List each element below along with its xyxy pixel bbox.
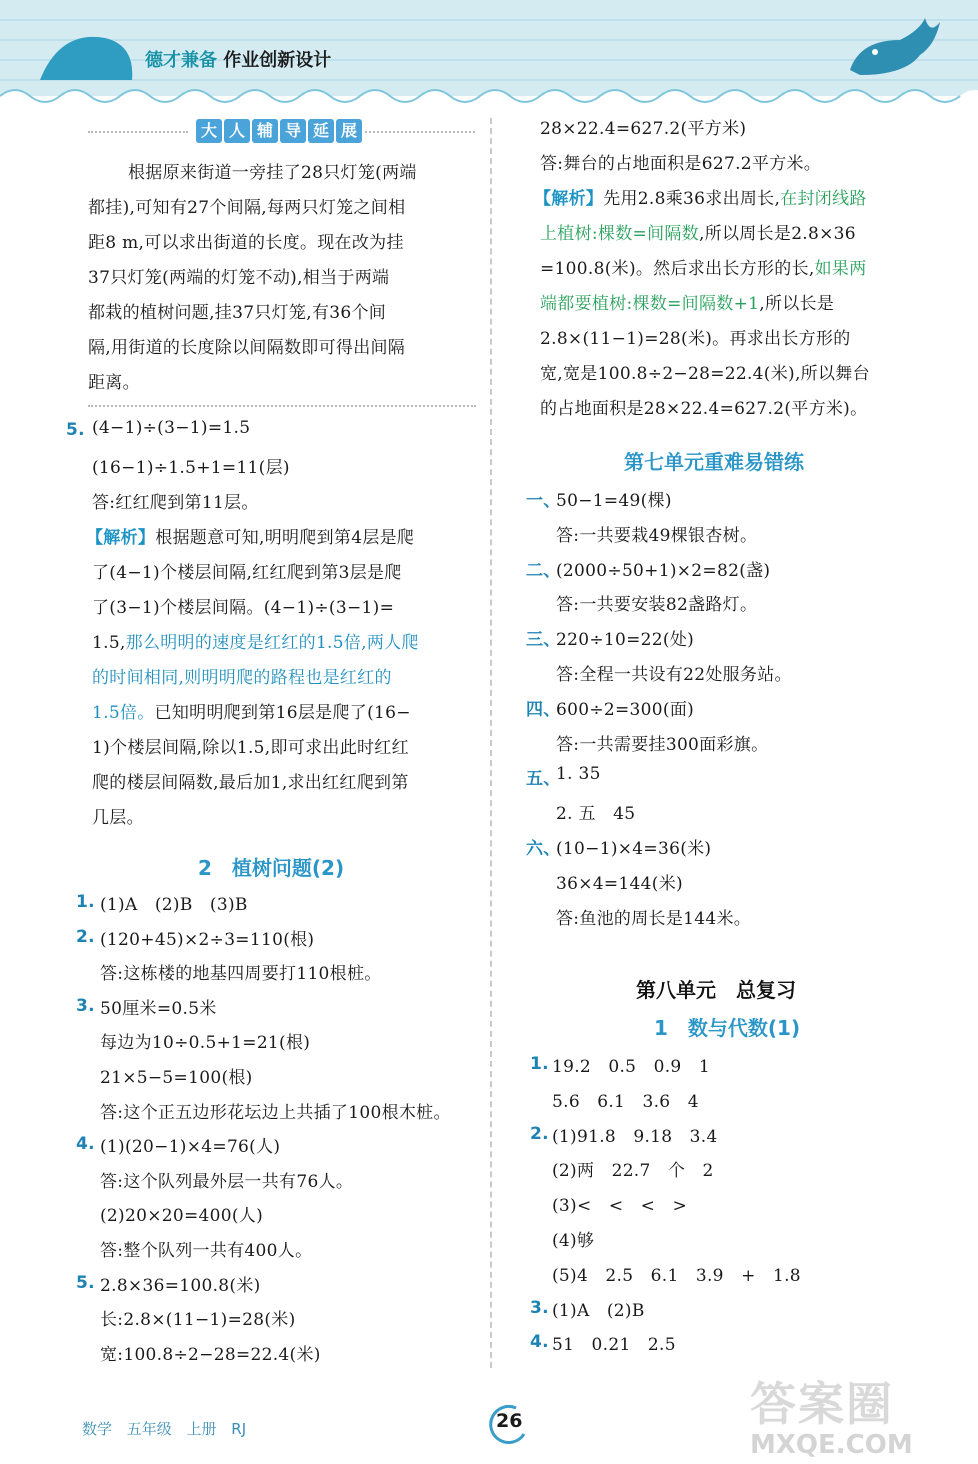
analysis-line: 了(4−1)个楼层间隔,红红爬到第3层是爬 [92, 563, 402, 583]
column-divider [490, 118, 492, 1368]
watermark-url: MXQE.COM [750, 1430, 913, 1460]
analysis-text: 先用2.8乘36求出周长, [603, 189, 781, 209]
para-line: 都挂),可知有27个间隔,每两只灯笼之间相 [88, 198, 406, 218]
question-number: 2. [76, 926, 95, 947]
section-rule [88, 405, 476, 407]
analysis-highlight: 上植树:棵数=间隔数 [540, 224, 699, 244]
analysis-text: 根据题意可知,明明爬到第4层是爬 [155, 528, 415, 548]
answer-line: 28×22.4=627.2(平方米) [540, 119, 747, 139]
answer-line: 5.6 6.1 3.6 4 [552, 1091, 699, 1112]
question-number: 3. [76, 995, 95, 1016]
analysis-line: 爬的楼层间隔数,最后加1,求出红红爬到第 [92, 773, 409, 793]
answer-line: 220÷10=22(处) [556, 630, 695, 651]
question-number: 5. [66, 420, 85, 440]
question-number: 五、 [526, 769, 561, 790]
analysis-line: 的占地面积是28×22.4=627.2(平方米)。 [540, 399, 868, 419]
answer-line: 每边为10÷0.5+1=21(根) [100, 1033, 311, 1054]
watermark [750, 1368, 913, 1460]
badge-rule-left [88, 131, 188, 133]
para-line: 37只灯笼(两端的灯笼不动),相当于两端 [88, 268, 390, 288]
answer-line: 答:整个队列一共有400人。 [100, 1241, 313, 1261]
answer-line: (10−1)×4=36(米) [556, 839, 712, 859]
answer-line: (1)A (2)B (3)B [100, 895, 248, 915]
analysis-line [540, 254, 867, 279]
section-subtitle: 1 数与代数(1) [654, 1016, 801, 1040]
analysis-highlight: 端都要植树:棵数=间隔数+1 [540, 294, 760, 314]
answer-line: (1)A (2)B [552, 1300, 645, 1321]
answer-line: 600÷2=300(面) [556, 699, 695, 720]
badge-char: 大 [196, 119, 222, 143]
answer-line: (4−1)÷(3−1)=1.5 [92, 418, 251, 438]
answer-line: 答:全程一共设有22处服务站。 [556, 665, 792, 685]
section-title: 2 植树问题(2) [198, 856, 345, 880]
analysis-line: 宽,宽是100.8÷2−28=22.4(米),所以舞台 [540, 364, 870, 384]
answer-line: (120+45)×2÷3=110(根) [100, 929, 315, 950]
badge-char: 辅 [252, 119, 278, 143]
answer-line: 答:这个正五边形花坛边上共插了100根木桩。 [100, 1102, 451, 1123]
analysis-highlight: 的时间相同,则明明爬的路程也是红红的 [92, 668, 392, 688]
answer-line: 答:这栋楼的地基四周要打110根桩。 [100, 964, 382, 985]
question-number: 一、 [526, 491, 561, 511]
analysis-highlight: 那么明明的速度是红红的1.5倍,两人爬 [125, 633, 419, 653]
analysis-line [540, 289, 834, 314]
analysis-highlight: 在封闭线路 [780, 189, 867, 209]
answer-line: 答:一共需要挂300面彩旗。 [556, 734, 769, 755]
answer-line: 答:鱼池的周长是144米。 [556, 908, 752, 929]
para-line: 都栽的植树问题,挂37只灯笼,有36个间 [88, 303, 387, 323]
question-number: 4. [530, 1332, 549, 1353]
answer-line: 1. 35 [556, 764, 601, 785]
question-number: 三、 [526, 630, 561, 651]
question-number: 六、 [526, 839, 561, 859]
para-line: 距离。 [88, 373, 140, 393]
question-number: 四、 [526, 699, 561, 720]
badge-char: 延 [308, 119, 334, 143]
answer-line: (16−1)÷1.5+1=11(层) [92, 458, 290, 478]
answer-line: 答:舞台的占地面积是627.2平方米。 [540, 154, 822, 174]
answer-line: 宽:100.8÷2−28=22.4(米) [100, 1344, 321, 1365]
section-title: 第八单元 总复习 [636, 978, 796, 1002]
answer-line: 51 0.21 2.5 [552, 1335, 676, 1356]
question-number: 3. [530, 1297, 549, 1318]
answer-line: 答:红红爬到第11层。 [92, 493, 259, 513]
badge-rule-right [360, 131, 475, 133]
page-header [0, 0, 978, 110]
analysis-text: ,所以长是 [759, 294, 835, 314]
answer-line: 2.8×36=100.8(米) [100, 1275, 261, 1296]
analysis-line [92, 698, 411, 723]
analysis-text: 已知明明爬到第16层是爬了(16− [154, 703, 411, 723]
para-line: 隔,用街道的长度除以间隔数即可得出间隔 [88, 338, 406, 358]
answer-line: 19.2 0.5 0.9 1 [552, 1057, 710, 1077]
answer-line: (5)4 2.5 6.1 3.9 + 1.8 [552, 1265, 801, 1286]
analysis-line: 了(3−1)个楼层间隔。(4−1)÷(3−1)= [92, 598, 395, 618]
question-number: 1. [76, 892, 95, 912]
analysis-text: 1.5, [92, 633, 126, 653]
badge-char: 展 [336, 119, 362, 143]
question-number: 4. [76, 1134, 95, 1155]
analysis-text: =100.8(米)。然后求出长方形的长, [540, 259, 815, 279]
analysis-highlight: 1.5倍。 [92, 703, 155, 723]
badge-char: 人 [224, 119, 250, 143]
answer-line: 36×4=144(米) [556, 873, 683, 894]
answer-line: 答:这个队列最外层一共有76人。 [100, 1171, 354, 1192]
answer-line: (3)< < < > [552, 1196, 688, 1217]
answer-line: (2)两 22.7 个 2 [552, 1161, 714, 1182]
question-number: 1. [530, 1054, 549, 1074]
answer-line: (2)20×20=400(人) [100, 1206, 264, 1227]
analysis-text: ,所以周长是2.8×36 [698, 224, 856, 244]
extension-badge [196, 119, 362, 143]
brand-title [145, 46, 331, 72]
question-number: 二、 [526, 560, 561, 581]
answer-line: (1)(20−1)×4=76(人) [100, 1137, 281, 1158]
analysis-line: 1)个楼层间隔,除以1.5,即可求出此时红红 [92, 738, 409, 758]
answer-line: 2. 五 45 [556, 804, 636, 825]
analysis-line [540, 219, 856, 244]
answer-line: 50厘米=0.5米 [100, 998, 217, 1019]
answer-line: 长:2.8×(11−1)=28(米) [100, 1310, 296, 1331]
section-title: 第七单元重难易错练 [624, 450, 804, 474]
analysis-line: 2.8×(11−1)=28(米)。再求出长方形的 [540, 329, 851, 349]
answer-line: 21×5−5=100(根) [100, 1068, 253, 1088]
analysis-line [86, 523, 414, 548]
answer-line: 答:一共要栽49棵银杏树。 [556, 525, 758, 546]
answer-line: (4)够 [552, 1231, 595, 1251]
brand-name: 德才兼备 [145, 50, 217, 71]
para-line: 根据原来街道一旁挂了28只灯笼(两端 [128, 163, 417, 183]
page-number: 26 [496, 1410, 523, 1432]
analysis-line [92, 628, 419, 653]
analysis-tag: 【解析】 [86, 528, 156, 548]
answer-line: (1)91.8 9.18 3.4 [552, 1126, 718, 1147]
analysis-line: 几层。 [92, 808, 144, 828]
answer-line: 50−1=49(棵) [556, 491, 672, 511]
para-line: 距8 m,可以求出街道的长度。现在改为挂 [88, 233, 404, 253]
analysis-line [534, 184, 867, 209]
brand-series: 作业创新设计 [223, 50, 332, 71]
footer-book-info: 数学 五年级 上册 RJ [82, 1420, 247, 1438]
question-number: 5. [76, 1272, 95, 1293]
answer-line: (2000÷50+1)×2=82(盏) [556, 560, 771, 581]
analysis-tag: 【解析】 [534, 189, 604, 209]
watermark-logo: 答案圈 [750, 1377, 894, 1431]
question-number: 2. [530, 1123, 549, 1144]
analysis-highlight: 如果两 [814, 259, 867, 279]
answer-line: 答:一共要安装82盏路灯。 [556, 595, 758, 616]
badge-char: 导 [280, 119, 306, 143]
